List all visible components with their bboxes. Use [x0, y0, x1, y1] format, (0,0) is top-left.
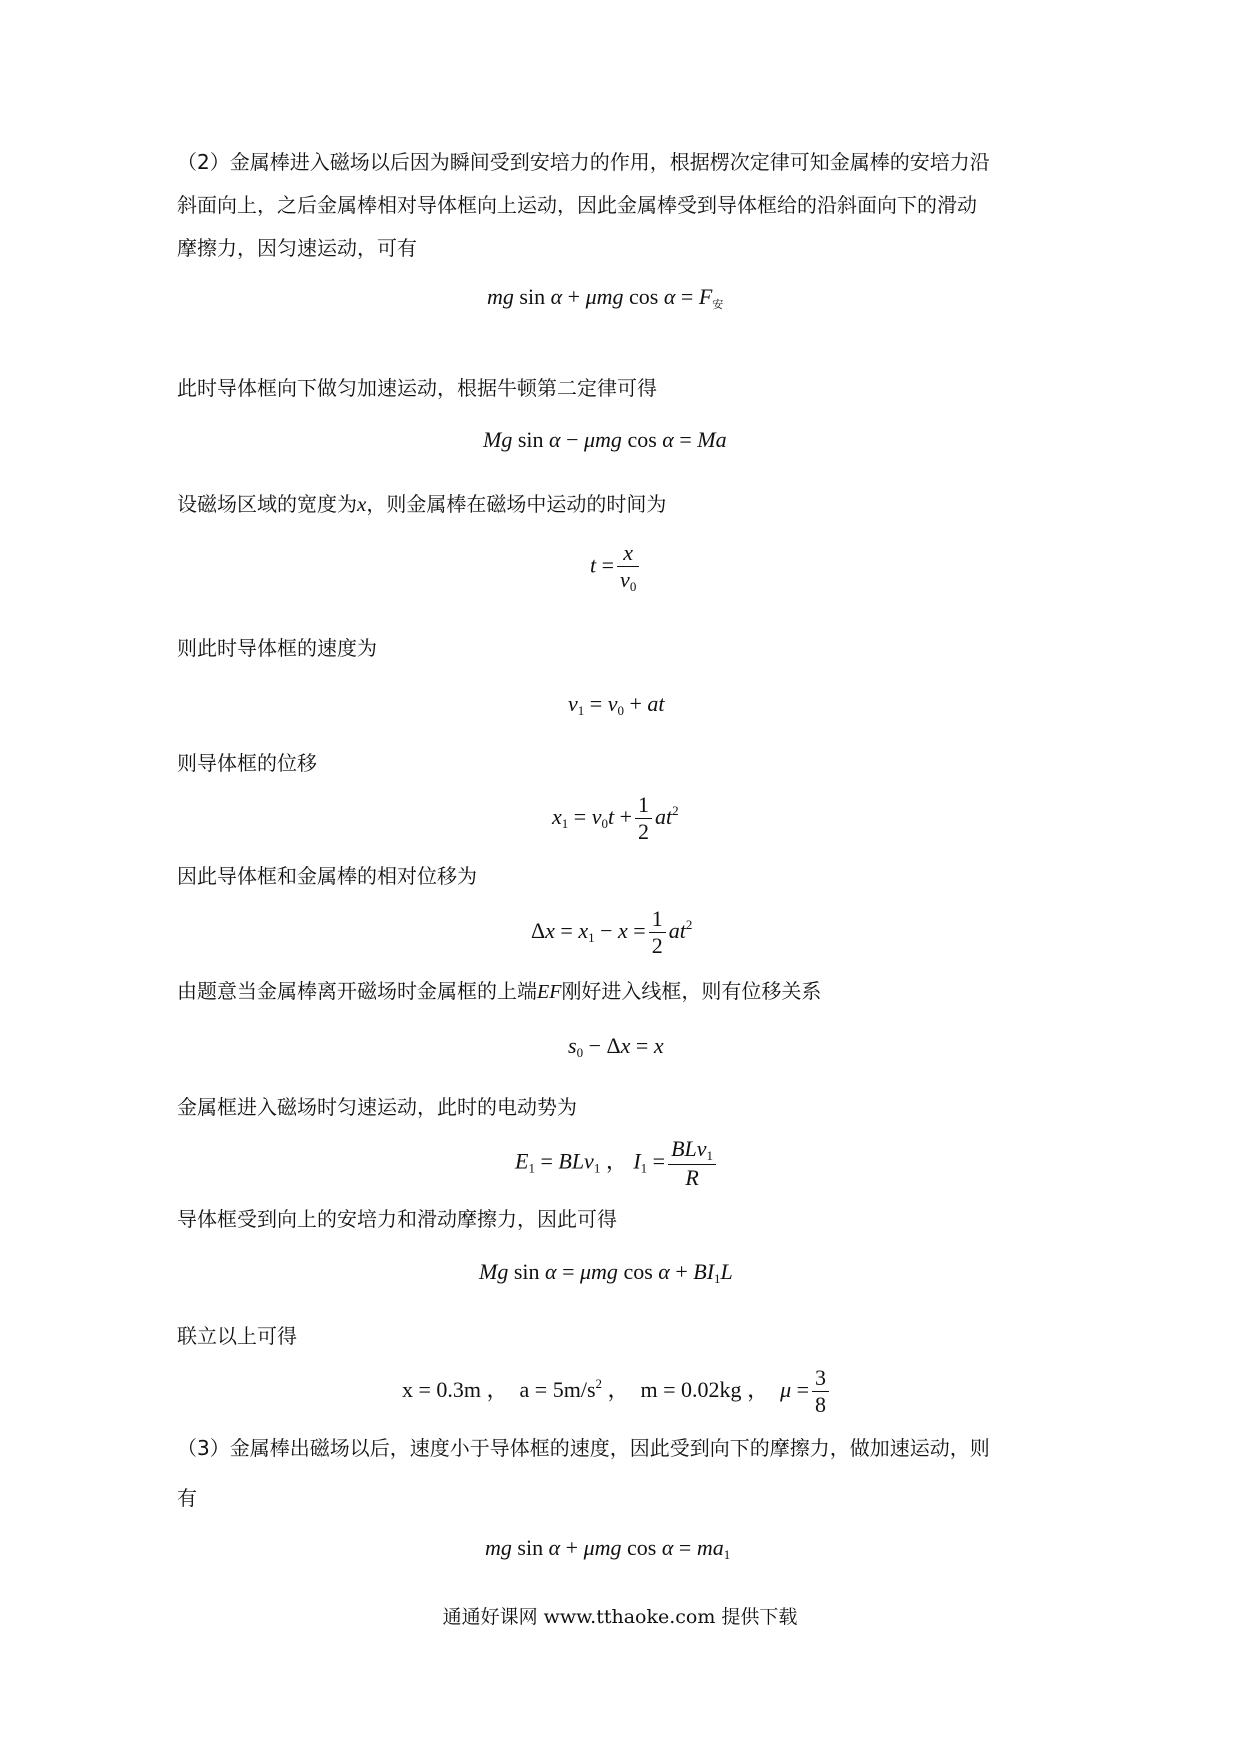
equation-friction-balance: mg sin α + μmg $\cos \alpha = F_安$ [487, 284, 724, 311]
paragraph-relative-displacement: 因此导体框和金属棒的相对位移为 [177, 864, 477, 888]
text-post: ，则金属棒在磁场中运动的时间为 [366, 492, 667, 516]
paragraph-2-line-3: 摩擦力，因匀速运动，可有 [177, 236, 417, 260]
paragraph-field-width [177, 488, 666, 517]
variable-x: x [357, 492, 367, 516]
paragraph-frame-displacement: 则导体框的位移 [177, 751, 317, 775]
equation-acceleration-a1: mg sin α + μmg $\cos \alpha = ma_1$ [485, 1535, 731, 1562]
result-a: $a = 5m/s^2$ [519, 1375, 603, 1402]
paragraph-emf: 金属框进入磁场时匀速运动，此时的电动势为 [177, 1095, 577, 1119]
frac-den: 8 [815, 1392, 827, 1418]
equation-relative-displacement: $\Delta x = x_1 - x$ = $\frac{1}{2}$ $at^2$ [531, 906, 693, 959]
frac-num: 1 [635, 792, 652, 819]
frac-num: 1 [649, 906, 666, 933]
paragraph-2-line-1: （2）金属棒进入磁场以后因为瞬间受到安培力的作用，根据楞次定律可知金属棒的安培力沿 [177, 150, 990, 174]
paragraph-2-line-2: 斜面向上，之后金属棒相对导体框向上运动，因此金属棒受到导体框给的沿斜面向下的滑动 [177, 193, 977, 217]
frac-num: 3 [812, 1365, 829, 1392]
equation-s0: $s_0 - \Delta x = x$ [568, 1033, 664, 1060]
footer-text: 通通好课网 www.tthaoke.com 提供下载 [442, 1606, 798, 1628]
paragraph-ampere-friction: 导体框受到向上的安培力和滑动摩擦力，因此可得 [177, 1207, 617, 1231]
frac-den: 2 [638, 819, 649, 845]
equation-velocity: $v_1 = v_0$ + at [568, 691, 665, 718]
paragraph-combine: 联立以上可得 [177, 1324, 297, 1348]
result-a-value: a = 5m/s [519, 1376, 596, 1402]
text-post: 刚好进入线框，则有位移关系 [561, 979, 822, 1003]
equation-newton-second-law: Mg sin α − μmg cos α = Ma [483, 427, 727, 452]
equation-emf-current: $E_1 = BLv_1$ ， $I_1$ = $\frac{BLv_1}{R}$ [515, 1136, 719, 1191]
paragraph-newton: 此时导体框向下做匀加速运动，根据牛顿第二定律可得 [177, 376, 657, 400]
text-pre: 由题意当金属棒离开磁场时金属框的上端 [177, 979, 537, 1003]
subscript-an: 安 [712, 298, 724, 311]
paragraph-frame-velocity: 则此时导体框的速度为 [177, 636, 377, 660]
equation-displacement: $x_1 = v_0t$ + $\frac{1}{2}$ $at^2$ [552, 792, 679, 845]
frac-den: 2 [651, 933, 663, 959]
result-m: m = 0.02kg [640, 1376, 742, 1402]
paragraph-ef-condition [177, 975, 821, 1004]
equation-time: t = $\frac{x}{v_0}$ [590, 540, 642, 595]
paragraph-3-line-2: 有 [177, 1486, 197, 1510]
text-pre: 设磁场区域的宽度为 [177, 492, 357, 516]
equation-results: x = 0.3m ， $a = 5m/s^2$ ， m = 0.02kg ， μ = $\frac{3}{8}$ [402, 1365, 832, 1419]
equation-balance-frame: Mg sin α = μmg $\cos \alpha + BI_1L$ [479, 1259, 733, 1286]
variable-ef: EF [537, 981, 562, 1003]
paragraph-3-line-1: （3）金属棒出磁场以后，速度小于导体框的速度，因此受到向下的摩擦力，做加速运动，则 [177, 1436, 990, 1460]
result-x: x = 0.3m [402, 1376, 482, 1402]
